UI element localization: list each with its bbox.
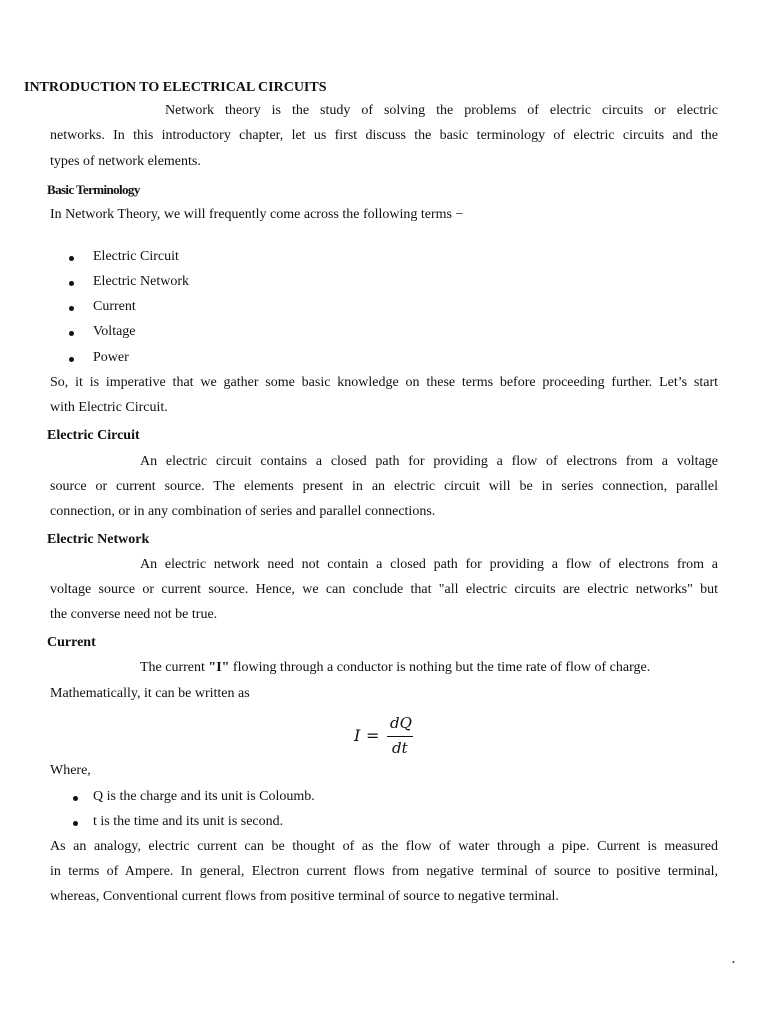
terminology-after-line-2: with Electric Circuit. [50,400,168,415]
electric-circuit-heading: Electric Circuit [47,428,140,443]
term-item: Current [93,299,136,314]
current-para-line-3: whereas, Conventional current flows from positive terminal of source to negative terminal. [50,889,559,904]
current-heading: Current [47,635,96,650]
term-item: Voltage [93,324,136,339]
where-label: Where, [50,763,91,778]
formula-denominator: dt [392,739,408,757]
bullet-icon [69,331,74,336]
basic-terminology-lead: In Network Theory, we will frequently come across the following terms − [50,207,464,222]
basic-terminology-heading: Basic Terminology [47,182,140,197]
bullet-icon [73,796,78,801]
current-symbol: "I" [208,660,230,675]
formula-equals: = [366,726,380,745]
current-line-2: Mathematically, it can be written as [50,686,250,701]
current-para-line-1: As an analogy, electric current can be thought of as the flow of water through a pipe. Current is measured [50,839,718,854]
where-item: Q is the charge and its unit is Coloumb. [93,789,315,804]
page-title: INTRODUCTION TO ELECTRICAL CIRCUITS [24,80,327,95]
electric-network-line-1: An electric network need not contain a closed path for providing a flow of electrons from a [140,557,718,572]
footer-mark: • [732,958,735,967]
electric-network-line-2: voltage source or current source. Hence, we can conclude that "all electric circuits are electric networks" but [50,582,718,597]
electric-circuit-line-1: An electric circuit contains a closed path for providing a flow of electrons from a voltage [140,454,718,469]
formula-numerator: dQ [390,714,412,732]
intro-line-3: types of network elements. [50,154,201,169]
term-item: Electric Network [93,274,190,289]
term-item: Electric Circuit [93,249,179,264]
bullet-icon [69,357,74,362]
intro-line-2: networks. In this introductory chapter, let us first discuss the basic terminology of electric circuits and the [50,128,718,143]
current-line-1-pre: The current [140,660,209,675]
electric-network-line-3: the converse need not be true. [50,607,218,622]
bullet-icon [73,821,78,826]
where-item: t is the time and its unit is second. [93,814,284,829]
current-line-1-post: flowing through a conductor is nothing but the time rate of flow of charge. [229,660,651,675]
bullet-icon [69,306,74,311]
current-line-1 [140,658,650,678]
electric-network-heading: Electric Network [47,532,150,547]
intro-line-1: Network theory is the study of solving the problems of electric circuits or electric [165,103,718,118]
terminology-after-line-1: So, it is imperative that we gather some basic knowledge on these terms before proceeding further. Let’s start [50,375,718,390]
term-item: Power [93,350,129,365]
fraction-bar [387,736,413,737]
bullet-icon [69,256,74,261]
current-para-line-2: in terms of Ampere. In general, Electron current flows from negative terminal of source to positive terminal, [50,864,718,879]
bullet-icon [69,281,74,286]
electric-circuit-line-3: connection, or in any combination of series and parallel connections. [50,504,436,519]
formula-lhs: I [354,726,361,745]
electric-circuit-line-2: source or current source. The elements present in an electric circuit will be in series connection, parallel [50,479,718,494]
